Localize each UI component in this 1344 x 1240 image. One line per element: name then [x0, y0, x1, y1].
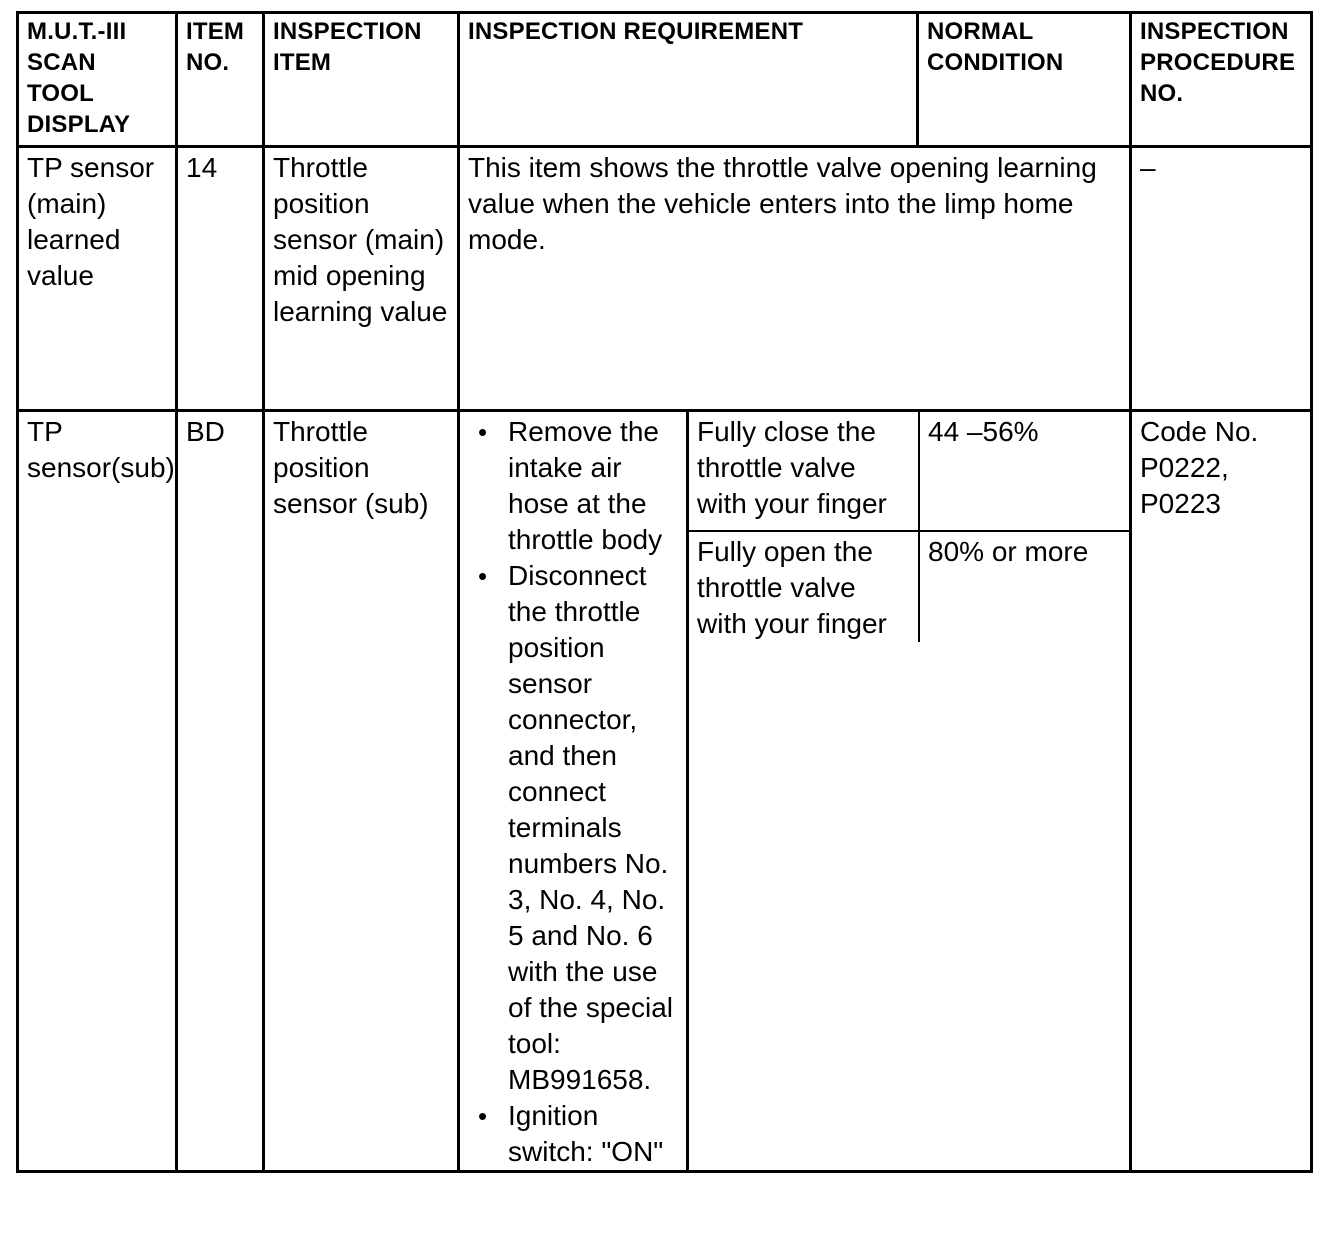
conditions-subtable — [689, 412, 1129, 642]
cell-requirement-steps — [459, 411, 688, 1172]
condition-row — [689, 531, 1129, 642]
cell-procedure-no: – — [1131, 147, 1312, 411]
header-requirement: INSPECTION REQUIREMENT — [459, 13, 918, 147]
steps-list — [468, 414, 678, 1170]
header-row — [18, 13, 1312, 147]
header-display: M.U.T.-III SCAN TOOL DISPLAY — [18, 13, 177, 147]
table-row — [18, 147, 1312, 411]
cell-conditions — [688, 411, 1131, 1172]
condition-row — [689, 412, 1129, 531]
cell-display: TP sensor(sub) — [18, 411, 177, 1172]
header-procedure-no: INSPECTION PROCEDURE NO. — [1131, 13, 1312, 147]
header-normal-condition: NORMAL CONDITION — [918, 13, 1131, 147]
header-inspection-item: INSPECTION ITEM — [264, 13, 459, 147]
cell-procedure-no: Code No. P0222, P0223 — [1131, 411, 1312, 1172]
cell-display: TP sensor (main) learned value — [18, 147, 177, 411]
list-item: • Disconnect the throttle position sensor connector, and then connect terminals numbers No. 3, No. 4, No. 5 and No. 6 with the use of the special tool: MB991658. — [508, 558, 678, 1098]
cell-requirement: This item shows the throttle valve opening learning value when the vehicle enters into the limp home mode. — [459, 147, 1131, 411]
condition-text: Fully close the throttle valve with your finger — [689, 412, 919, 531]
condition-text: Fully open the throttle valve with your finger — [689, 531, 919, 642]
cell-inspection-item: Throttle position sensor (sub) — [264, 411, 459, 1172]
inspection-table — [16, 11, 1313, 1173]
normal-value: 44 –56% — [919, 412, 1129, 531]
normal-value: 80% or more — [928, 536, 1089, 567]
cell-inspection-item: Throttle position sensor (main) mid opening learning value — [264, 147, 459, 411]
header-item-no: ITEM NO. — [177, 13, 264, 147]
table-row — [18, 411, 1312, 1172]
list-item: • Ignition switch: "ON" — [508, 1098, 678, 1170]
cell-item-no: 14 — [177, 147, 264, 411]
cell-item-no: BD — [177, 411, 264, 1172]
list-item: • Remove the intake air hose at the throttle body — [508, 414, 678, 558]
